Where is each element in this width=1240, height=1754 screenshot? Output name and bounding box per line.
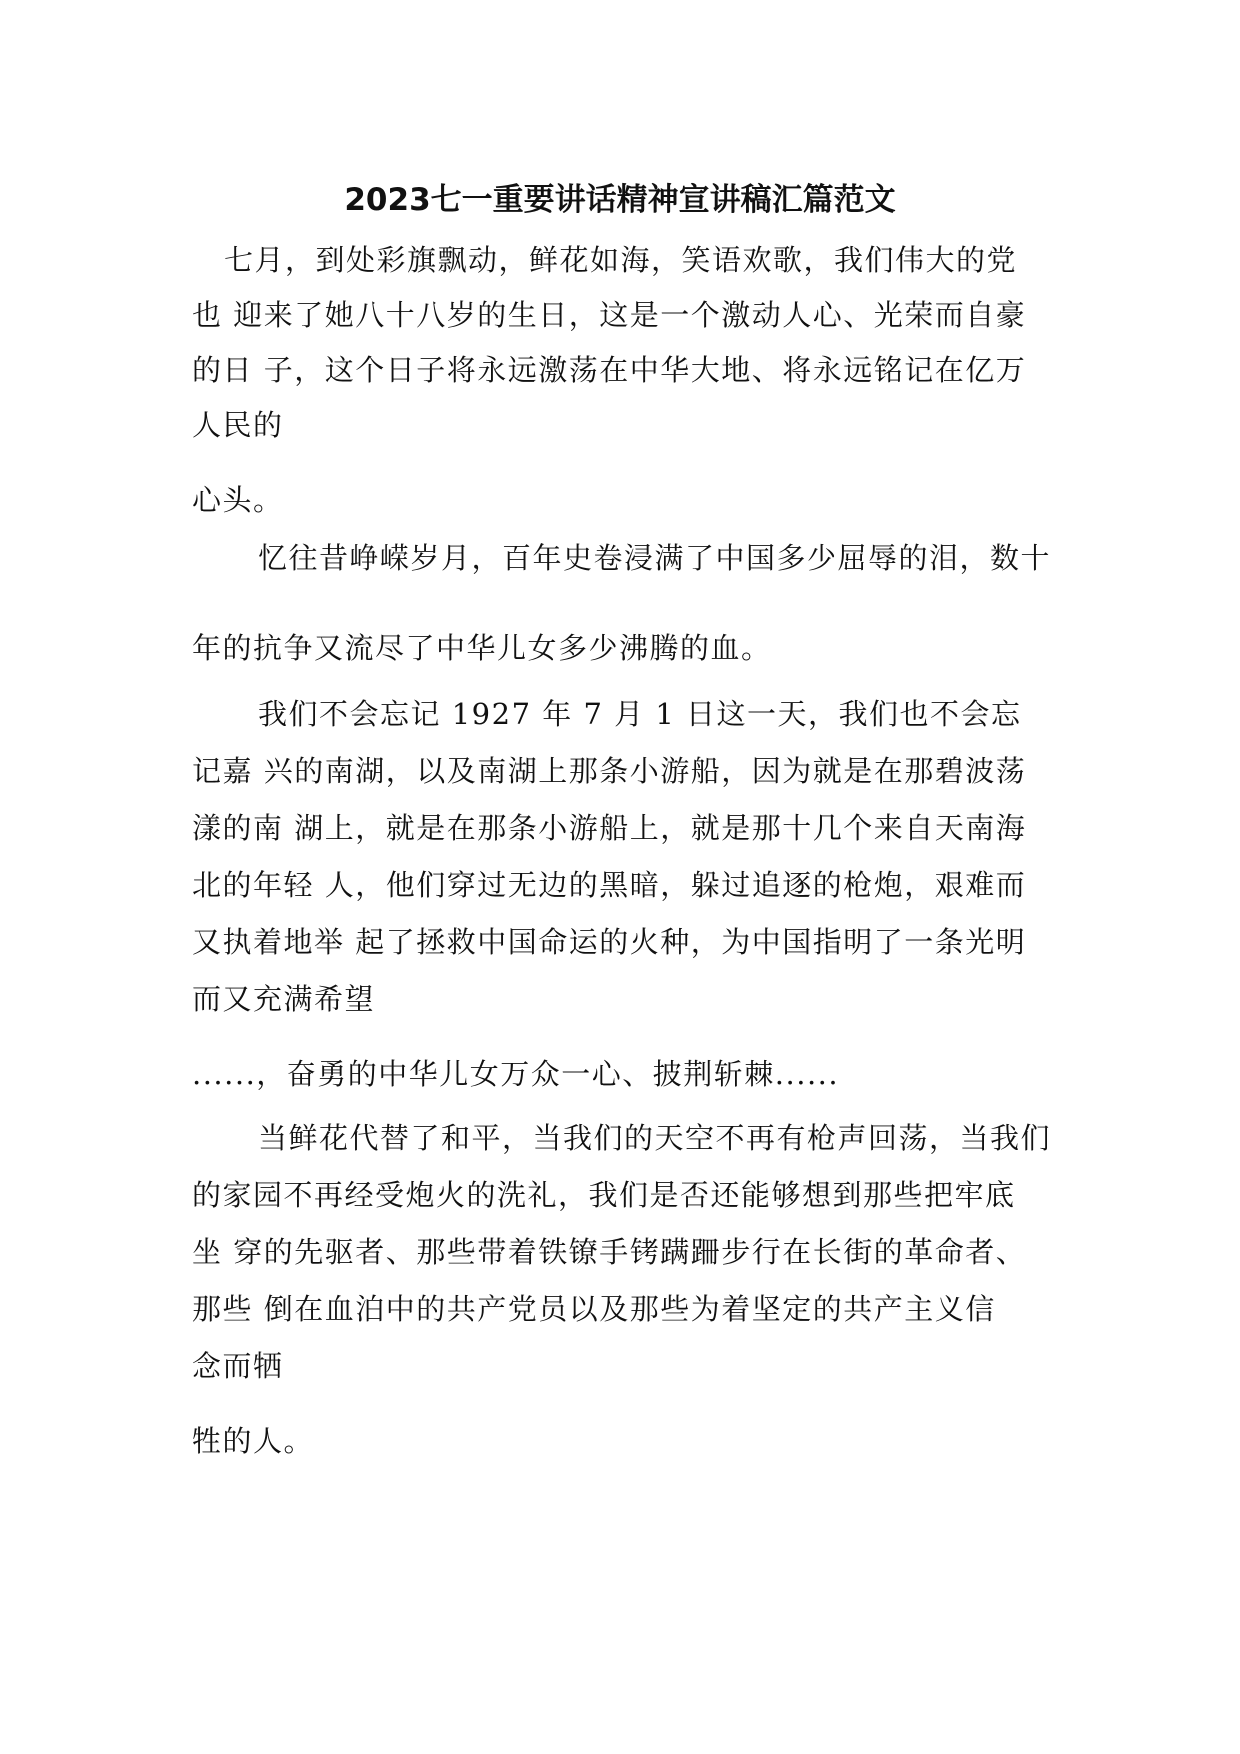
text-line: 牲的人。 (192, 1424, 315, 1458)
text-line: ......，奋勇的中华儿女万众一心、披荆斩棘...... (192, 1057, 840, 1091)
text-line: 记嘉 兴的南湖，以及南湖上那条小游船，因为就是在那碧波荡 (192, 754, 1027, 788)
text-line: 北的年轻 人，他们穿过无边的黑暗，躲过追逐的枪炮，艰难而 (192, 868, 1027, 902)
text-line: 漾的南 湖上，就是在那条小游船上，就是那十几个来自天南海 (192, 811, 1027, 845)
text-line: 心头。 (192, 483, 284, 517)
document-title: 2023七一重要讲话精神宣讲稿汇篇范文 (344, 182, 896, 218)
text-line: 念而牺 (192, 1349, 284, 1383)
text-line: 也 迎来了她八十八岁的生日，这是一个激动人心、光荣而自豪 (192, 298, 1027, 332)
text-line: 年的抗争又流尽了中华儿女多少沸腾的血。 (192, 631, 772, 665)
text-line: 那些 倒在血泊中的共产党员以及那些为着坚定的共产主义信 (192, 1292, 996, 1326)
text-line: 坐 穿的先驱者、那些带着铁镣手铐蹒跚步行在长街的革命者、 (192, 1235, 1027, 1269)
text-line: 的家园不再经受炮火的洗礼，我们是否还能够想到那些把牢底 (192, 1178, 1016, 1212)
text-line: 人民的 (192, 408, 284, 442)
text-line: 的日 子，这个日子将永远激荡在中华大地、将永远铭记在亿万 (192, 353, 1027, 387)
text-line: 忆往昔峥嵘岁月，百年史卷浸满了中国多少屈辱的泪，数十 (258, 541, 1052, 575)
text-line: 而又充满希望 (192, 982, 376, 1016)
text-line: 当鲜花代替了和平，当我们的天空不再有枪声回荡，当我们 (258, 1121, 1052, 1155)
text-line: 我们不会忘记 1927 年 7 月 1 日这一天，我们也不会忘 (258, 697, 1022, 731)
text-line: 又执着地举 起了拯救中国命运的火种，为中国指明了一条光明 (192, 925, 1027, 959)
text-line: 七月，到处彩旗飘动，鲜花如海，笑语欢歌，我们伟大的党 (224, 243, 1018, 277)
